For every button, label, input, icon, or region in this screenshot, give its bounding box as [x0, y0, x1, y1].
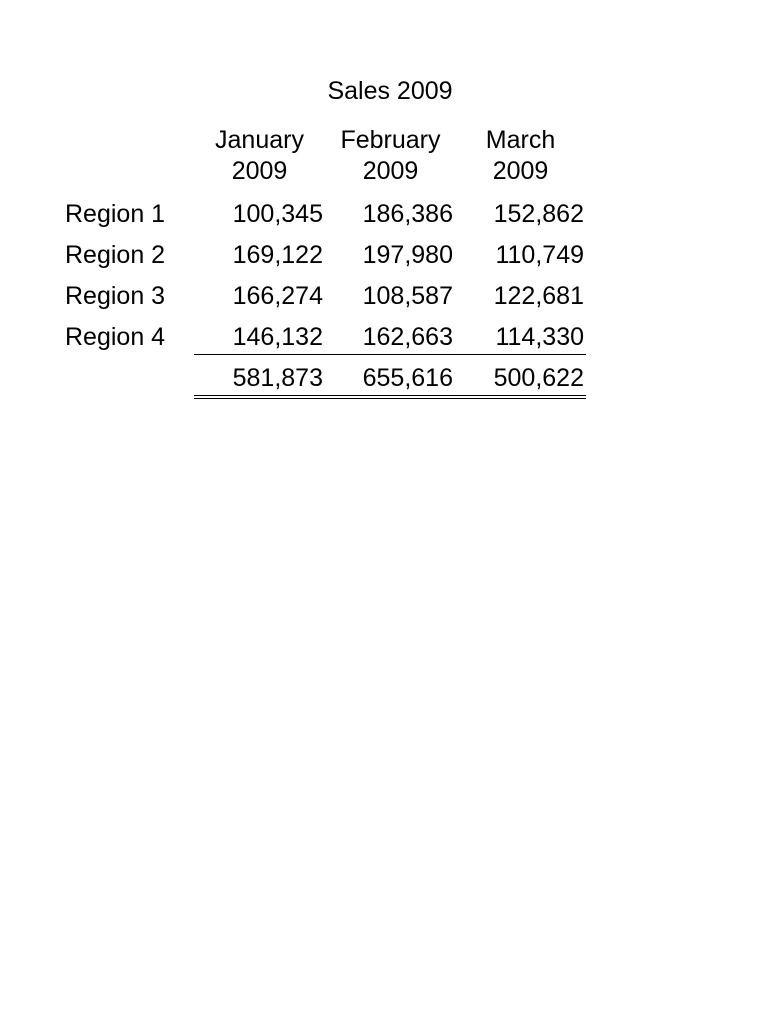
table-cell: 169,122: [232, 241, 323, 269]
column-header-month: January: [215, 126, 304, 154]
column-header-year: 2009: [492, 157, 549, 185]
row-label: Region 1: [65, 200, 166, 228]
table-cell: 122,681: [493, 282, 584, 310]
total-cell-february: 655,616: [362, 364, 453, 392]
table-row: [0, 235, 768, 276]
table-cell: 197,980: [362, 241, 453, 269]
table-cell: 100,345: [232, 200, 323, 228]
column-header-month: March: [485, 126, 556, 154]
column-header-january: [194, 125, 325, 187]
table-cell: 108,587: [362, 282, 453, 310]
total-cell-january: 581,873: [232, 364, 323, 392]
table-cell: 152,862: [493, 200, 584, 228]
column-header-february: [325, 125, 456, 187]
table-row: [0, 317, 768, 358]
column-header-year: 2009: [362, 157, 419, 185]
table-cell: 146,132: [232, 323, 323, 351]
table-cell: 186,386: [362, 200, 453, 228]
table-cell: 162,663: [362, 323, 453, 351]
table-cell: 166,274: [232, 282, 323, 310]
row-label: Region 2: [65, 241, 166, 269]
column-header-month: February: [340, 126, 441, 154]
column-header-year: 2009: [231, 157, 288, 185]
table-row: [0, 276, 768, 317]
total-double-rule: [194, 395, 586, 399]
totals-row: [0, 358, 768, 399]
column-header-march: [455, 125, 586, 187]
table-title: Sales 2009: [327, 77, 453, 105]
row-label: Region 4: [65, 323, 166, 351]
table-cell: 114,330: [495, 323, 584, 351]
total-cell-march: 500,622: [493, 364, 584, 392]
row-label: Region 3: [65, 282, 166, 310]
table-cell: 110,749: [495, 241, 584, 269]
subtotal-rule: [194, 354, 586, 355]
table-row: [0, 194, 768, 235]
